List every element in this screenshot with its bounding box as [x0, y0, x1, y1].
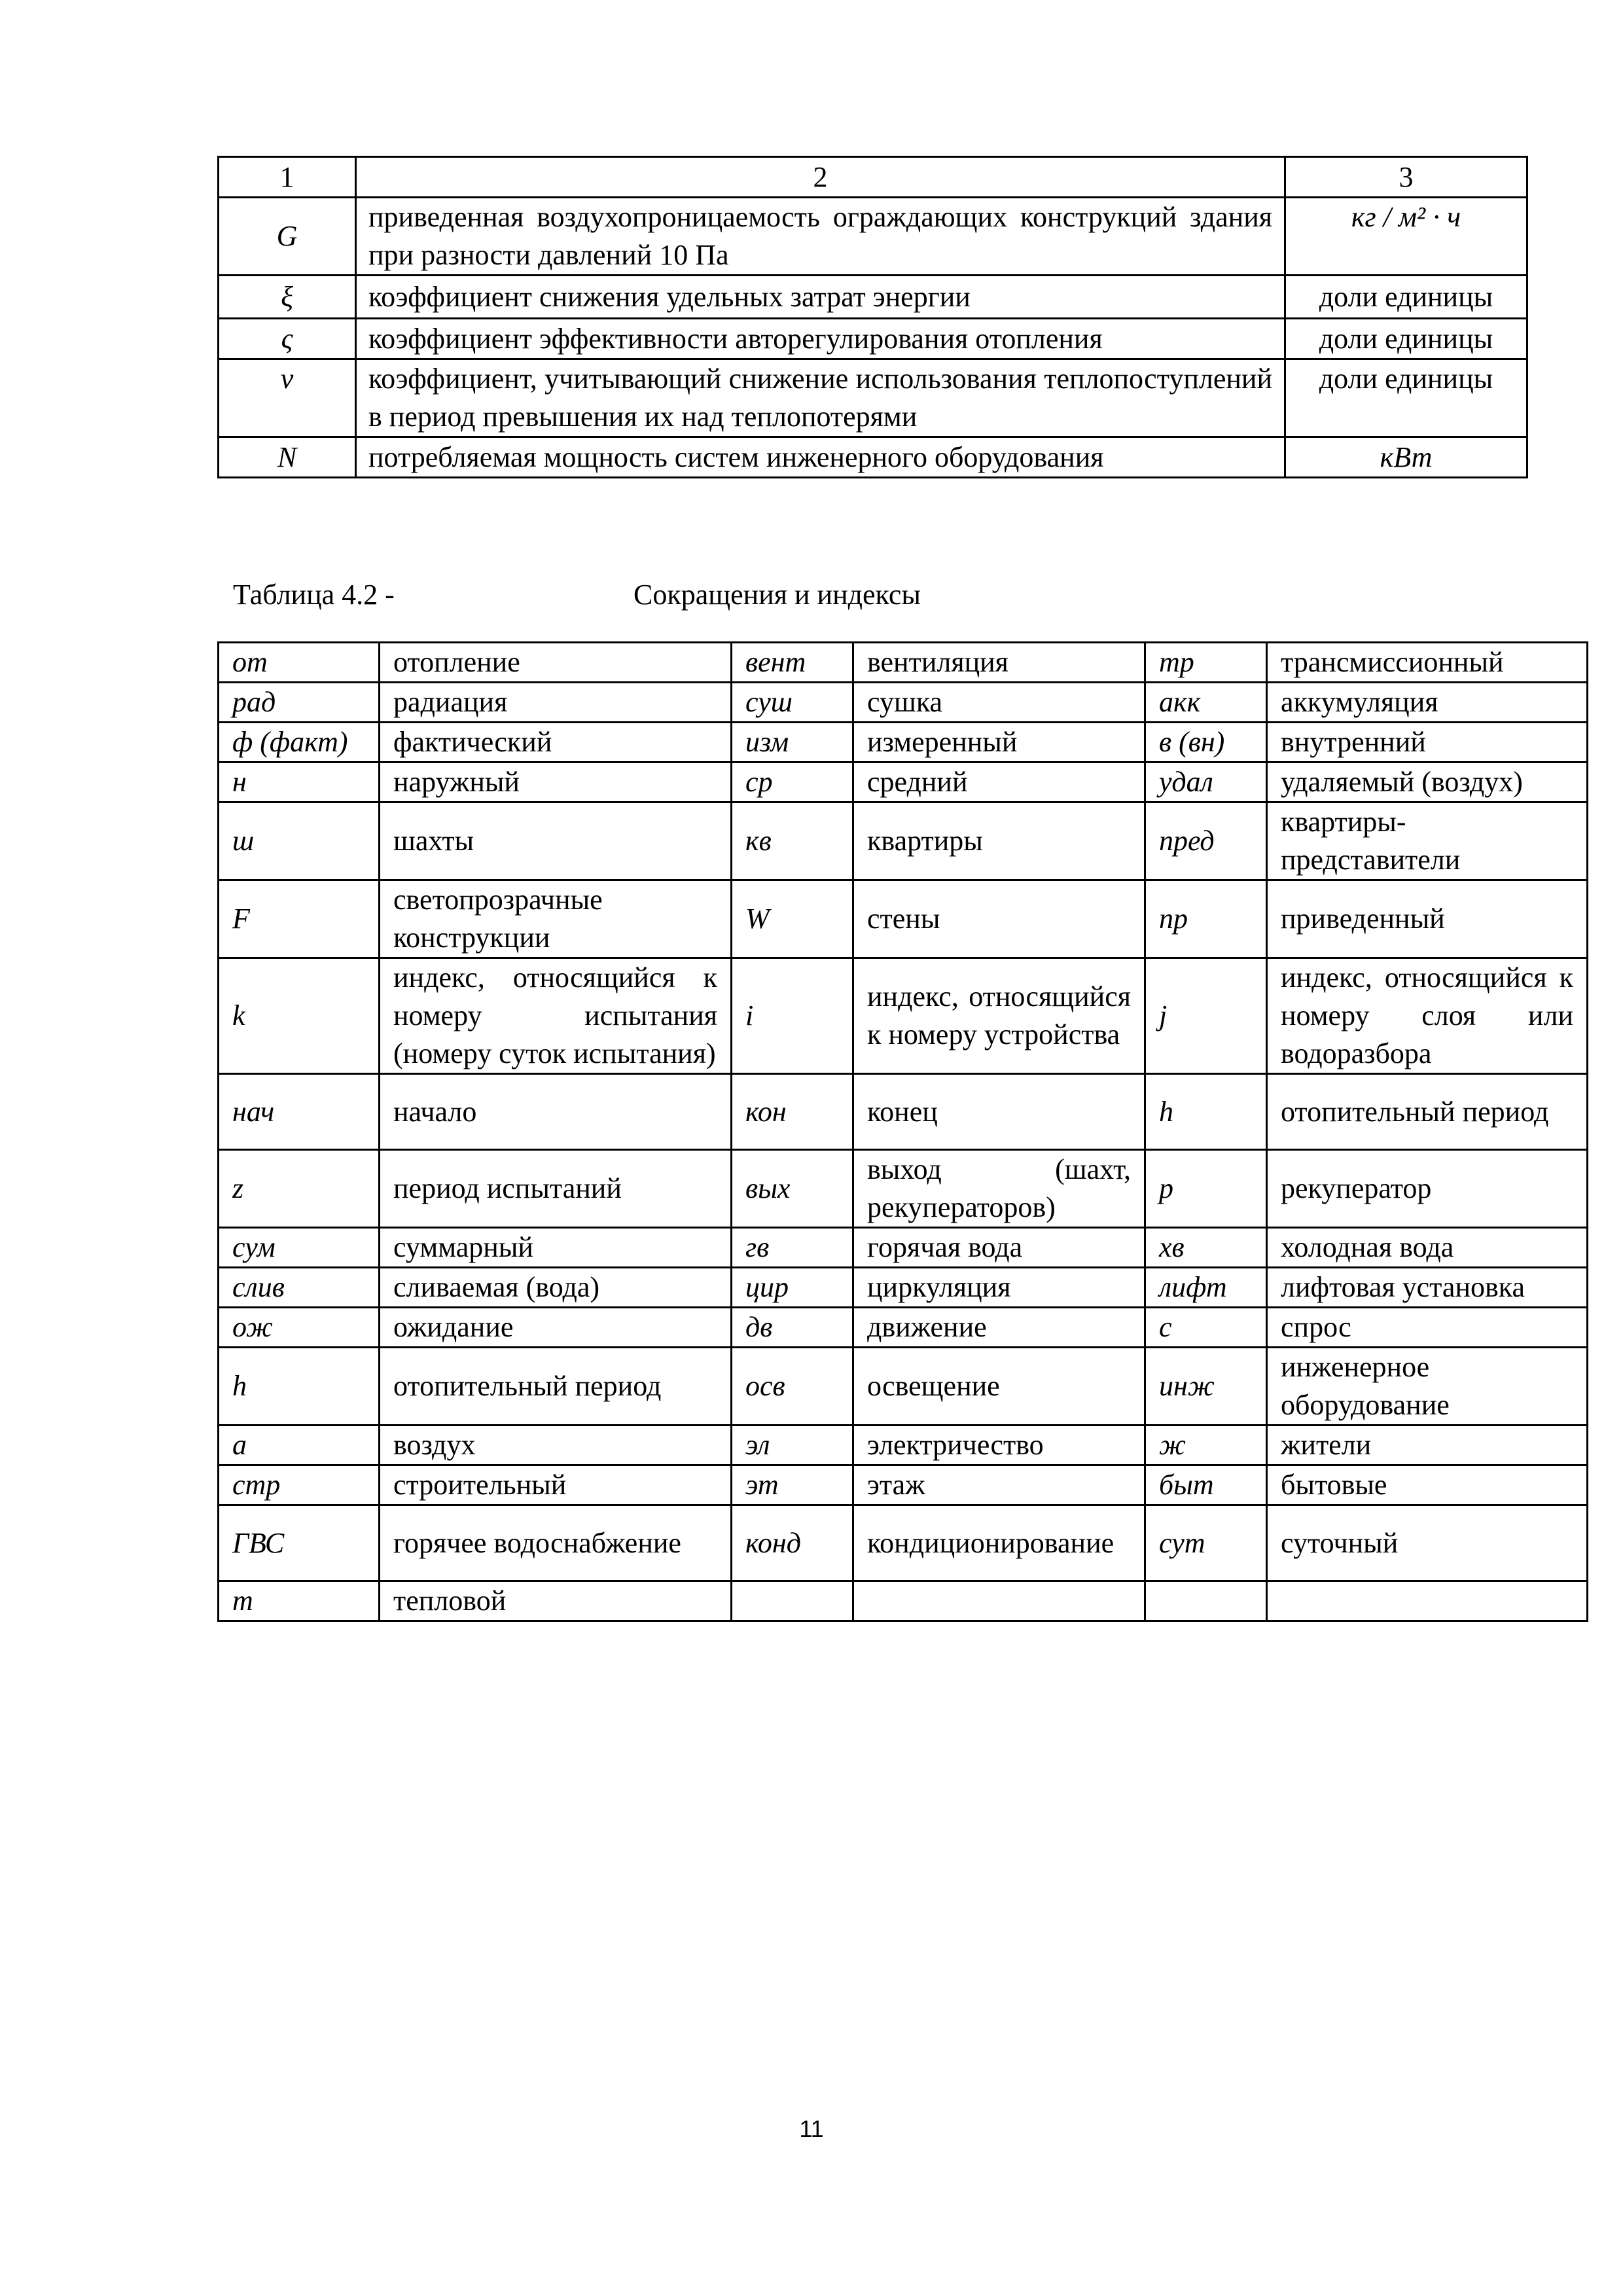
table-row	[219, 880, 1588, 958]
abbreviation-cell: н	[219, 762, 380, 802]
abbreviation-cell: инж	[1145, 1348, 1267, 1426]
meaning-cell: сушка	[853, 683, 1145, 723]
abbreviation-cell: эт	[732, 1465, 853, 1505]
abbreviation-cell: от	[219, 643, 380, 683]
meaning-cell: сливаемая (вода)	[380, 1268, 732, 1308]
abbreviation-cell: ГВС	[219, 1505, 380, 1581]
meaning-cell: освещение	[853, 1348, 1145, 1426]
table-row	[219, 1505, 1588, 1581]
meaning-cell: индекс, относящийся к номеру устройства	[853, 958, 1145, 1074]
unit-cell: доли единицы	[1285, 276, 1527, 319]
table-row	[219, 643, 1588, 683]
table-row	[219, 958, 1588, 1074]
table-header-row	[219, 157, 1527, 198]
abbreviation-cell: пред	[1145, 802, 1267, 880]
meaning-cell: индекс, относящийся к номеру испытания (номеру суток испытания)	[380, 958, 732, 1074]
table-row	[219, 198, 1527, 276]
table-row	[219, 1426, 1588, 1465]
abbreviation-cell: ж	[1145, 1426, 1267, 1465]
meaning-cell: светопрозрачные конструкции	[380, 880, 732, 958]
meaning-cell: выход (шахт, рекуператоров)	[853, 1150, 1145, 1228]
abbreviation-cell: k	[219, 958, 380, 1074]
unit-cell: доли единицы	[1285, 359, 1527, 437]
table-row	[219, 1348, 1588, 1426]
symbol-cell: ξ	[219, 276, 356, 319]
meaning-cell: трансмиссионный	[1267, 643, 1588, 683]
meaning-cell: конец	[853, 1074, 1145, 1150]
column-header: 2	[356, 157, 1285, 198]
abbreviation-cell: z	[219, 1150, 380, 1228]
abbreviation-cell: гв	[732, 1228, 853, 1268]
meaning-cell: начало	[380, 1074, 732, 1150]
abbreviation-cell: F	[219, 880, 380, 958]
meaning-cell: шахты	[380, 802, 732, 880]
unit-cell: доли единицы	[1285, 319, 1527, 359]
unit-cell	[1285, 198, 1527, 276]
table-title: Сокращения и индексы	[633, 579, 921, 611]
meaning-cell: квартиры	[853, 802, 1145, 880]
abbreviation-cell: сум	[219, 1228, 380, 1268]
meaning-cell: стены	[853, 880, 1145, 958]
meaning-cell	[853, 1581, 1145, 1621]
table-row	[219, 1581, 1588, 1621]
abbreviation-cell: лифт	[1145, 1268, 1267, 1308]
abbreviation-cell: акк	[1145, 683, 1267, 723]
meaning-cell: лифтовая установка	[1267, 1268, 1588, 1308]
abbreviation-cell: ож	[219, 1308, 380, 1348]
table-row	[219, 1268, 1588, 1308]
meaning-cell: этаж	[853, 1465, 1145, 1505]
table-number: Таблица 4.2 -	[233, 579, 395, 611]
meaning-cell: кондиционирование	[853, 1505, 1145, 1581]
meaning-cell: отопительный период	[1267, 1074, 1588, 1150]
table-row	[219, 276, 1527, 319]
meaning-cell: приведенный	[1267, 880, 1588, 958]
abbreviation-cell: дв	[732, 1308, 853, 1348]
abbreviation-cell: эл	[732, 1426, 853, 1465]
description-cell: коэффициент снижения удельных затрат энергии	[356, 276, 1285, 319]
meaning-cell: электричество	[853, 1426, 1145, 1465]
abbreviation-cell: кон	[732, 1074, 853, 1150]
symbol-cell: ν	[219, 359, 356, 437]
abbreviation-cell: i	[732, 958, 853, 1074]
column-header: 3	[1285, 157, 1527, 198]
abbreviation-cell: нач	[219, 1074, 380, 1150]
description-cell: потребляемая мощность систем инженерного оборудования	[356, 437, 1285, 478]
meaning-cell: средний	[853, 762, 1145, 802]
abbreviation-cell: j	[1145, 958, 1267, 1074]
table-row	[219, 1308, 1588, 1348]
abbreviation-cell: тр	[1145, 643, 1267, 683]
abbreviation-cell: пр	[1145, 880, 1267, 958]
table-row	[219, 437, 1527, 478]
table-row	[219, 802, 1588, 880]
description-cell: коэффициент, учитывающий снижение использования теплопоступлений в период превышения их над теплопотерями	[356, 359, 1285, 437]
meaning-cell: циркуляция	[853, 1268, 1145, 1308]
abbreviations-table	[217, 641, 1588, 1622]
abbreviation-cell: конд	[732, 1505, 853, 1581]
abbreviation-cell: удал	[1145, 762, 1267, 802]
table-row	[219, 683, 1588, 723]
abbreviation-cell	[732, 1581, 853, 1621]
abbreviation-cell: вых	[732, 1150, 853, 1228]
column-header: 1	[219, 157, 356, 198]
abbreviation-cell: быт	[1145, 1465, 1267, 1505]
meaning-cell: суммарный	[380, 1228, 732, 1268]
description-cell: приведенная воздухопроницаемость ограждающих конструкций здания при разности давлений 10 Па	[356, 198, 1285, 276]
symbol-cell: ς	[219, 319, 356, 359]
unit-cell: кВт	[1285, 437, 1527, 478]
meaning-cell: тепловой	[380, 1581, 732, 1621]
abbreviation-cell: стр	[219, 1465, 380, 1505]
meaning-cell: горячая вода	[853, 1228, 1145, 1268]
meaning-cell: спрос	[1267, 1308, 1588, 1348]
abbreviation-cell: h	[219, 1348, 380, 1426]
meaning-cell: воздух	[380, 1426, 732, 1465]
meaning-cell: удаляемый (воздух)	[1267, 762, 1588, 802]
abbreviation-cell: т	[219, 1581, 380, 1621]
meaning-cell: жители	[1267, 1426, 1588, 1465]
meaning-cell: инженерное оборудование	[1267, 1348, 1588, 1426]
abbreviation-cell: цир	[732, 1268, 853, 1308]
abbreviation-cell: рад	[219, 683, 380, 723]
abbreviation-cell: хв	[1145, 1228, 1267, 1268]
table-row	[219, 319, 1527, 359]
abbreviation-cell: в (вн)	[1145, 723, 1267, 762]
abbreviation-cell: с	[1145, 1308, 1267, 1348]
symbol-cell: G	[219, 198, 356, 276]
meaning-cell: аккумуляция	[1267, 683, 1588, 723]
meaning-cell: холодная вода	[1267, 1228, 1588, 1268]
meaning-cell: радиация	[380, 683, 732, 723]
table-row	[219, 1074, 1588, 1150]
table-row	[219, 1150, 1588, 1228]
abbreviation-cell: ш	[219, 802, 380, 880]
table-row	[219, 1228, 1588, 1268]
abbreviation-cell: вент	[732, 643, 853, 683]
page-number: 11	[799, 2115, 824, 2142]
meaning-cell: измеренный	[853, 723, 1145, 762]
unit-text: кг / м² · ч	[1351, 201, 1461, 233]
meaning-cell: движение	[853, 1308, 1145, 1348]
meaning-cell: отопление	[380, 643, 732, 683]
abbreviation-cell: W	[732, 880, 853, 958]
meaning-cell: внутренний	[1267, 723, 1588, 762]
meaning-cell: индекс, относящийся к номеру слоя или водоразбора	[1267, 958, 1588, 1074]
abbreviation-cell: p	[1145, 1150, 1267, 1228]
abbreviation-cell: изм	[732, 723, 853, 762]
table-row	[219, 359, 1527, 437]
meaning-cell: рекуператор	[1267, 1150, 1588, 1228]
abbreviation-cell: сут	[1145, 1505, 1267, 1581]
meaning-cell: суточный	[1267, 1505, 1588, 1581]
meaning-cell: вентиляция	[853, 643, 1145, 683]
abbreviation-cell	[1145, 1581, 1267, 1621]
abbreviation-cell: кв	[732, 802, 853, 880]
meaning-cell: строительный	[380, 1465, 732, 1505]
table-row	[219, 723, 1588, 762]
symbol-cell: N	[219, 437, 356, 478]
meaning-cell: период испытаний	[380, 1150, 732, 1228]
meaning-cell: фактический	[380, 723, 732, 762]
meaning-cell: отопительный период	[380, 1348, 732, 1426]
description-cell: коэффициент эффективности авторегулирования отопления	[356, 319, 1285, 359]
abbreviation-cell: ср	[732, 762, 853, 802]
table-row	[219, 762, 1588, 802]
meaning-cell: бытовые	[1267, 1465, 1588, 1505]
abbreviation-cell: ф (факт)	[219, 723, 380, 762]
symbols-table	[217, 156, 1528, 478]
abbreviation-cell: h	[1145, 1074, 1267, 1150]
abbreviation-cell: слив	[219, 1268, 380, 1308]
meaning-cell: наружный	[380, 762, 732, 802]
abbreviation-cell: осв	[732, 1348, 853, 1426]
meaning-cell: ожидание	[380, 1308, 732, 1348]
meaning-cell: квартиры-представители	[1267, 802, 1588, 880]
abbreviation-cell: а	[219, 1426, 380, 1465]
meaning-cell: горячее водоснабжение	[380, 1505, 732, 1581]
abbreviation-cell: суш	[732, 683, 853, 723]
meaning-cell	[1267, 1581, 1588, 1621]
table-row	[219, 1465, 1588, 1505]
